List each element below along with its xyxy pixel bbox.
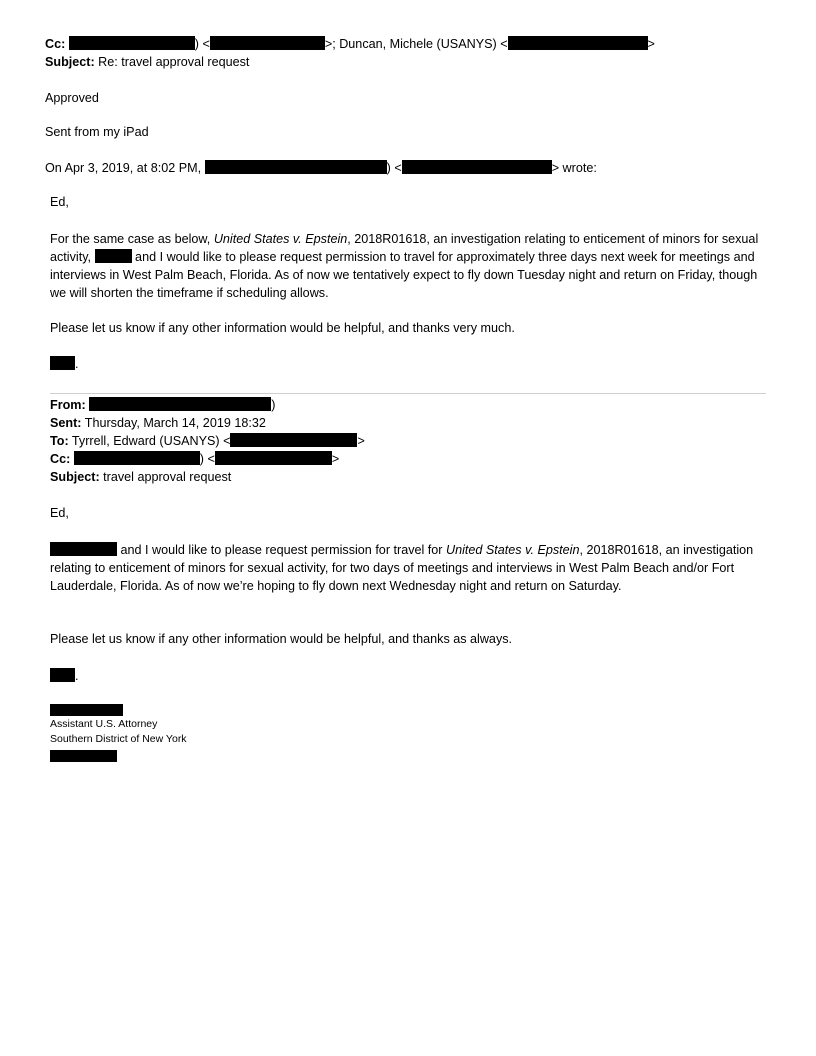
subject-label: Subject: [50,470,100,484]
redaction-bar [215,451,332,465]
signature-title: Assistant U.S. Attorney [50,718,158,730]
cc-recipient-duncan: >; Duncan, Michele (USANYS) < [324,37,508,51]
quoted-signoff: . [50,356,79,373]
orig-sent-line [50,415,266,432]
signature-contact-redaction [50,750,117,762]
attribution-mid: ) < [386,161,402,175]
orig-to-line: To: Tyrrell, Edward (USANYS) < > [50,434,365,448]
from-label: From: [50,398,86,412]
quoted-paragraph-1: For the same case as below, United States v. Epstein, 2018R01618, an investigation relating to enticement of minors for sexual activity, and I would like to please request permission to travel for approximately three days next week for meetings and interviews in West Palm Beach, Florida. As of now we tentatively expect to fly down Tuesday night and return on Friday, though we will shorten the timeframe if scheduling allows. [50,232,759,300]
subject-value: Re: travel approval request [94,55,250,69]
signature-office: Southern District of New York [50,733,187,745]
signature-name-redaction [50,704,123,716]
attribution-prefix: On Apr 3, 2019, at 8:02 PM, [45,161,205,175]
redaction-bar [50,356,75,370]
cc-end: > [647,37,655,51]
subject-value: travel approval request [99,470,232,484]
redaction-bar [205,160,387,174]
sent-value: Thursday, March 14, 2019 18:32 [81,416,266,430]
subject-label: Subject: [45,55,95,69]
redaction-bar [230,433,357,447]
redaction-bar [402,160,552,174]
approved-text: Approved [45,91,99,105]
quoted-greeting: Ed, [50,195,69,209]
sent-label: Sent: [50,416,82,430]
original-paragraph-1: and I would like to please request permission for travel for United States v. Epstein, 2018R01618, an investigation relating to enticement of minors for sexual activity, for two days of meetings and interviews in West Palm Beach and/or Fort Lauderdale, Florida. As of now we’re hoping to fly down next Wednesday night and return on Saturday. [50,543,754,593]
attribution-suffix: > wrote: [551,161,597,175]
original-greeting: Ed, [50,506,69,520]
cc-label: Cc: [50,452,71,466]
case-name: United States v. Epstein [213,232,348,246]
orig-from-line: From: ) [50,398,276,412]
redaction-bar [50,542,117,556]
quoted-paragraph-2: Please let us know if any other information would be helpful, and thanks very much. [50,321,515,335]
to-label: To: [50,434,69,448]
orig-cc-line: Cc: ) < > [50,452,340,466]
redaction-bar [74,451,200,465]
redaction-bar [508,36,648,50]
quote-attribution [45,160,597,177]
reply-cc-line [45,36,655,53]
redaction-bar [210,36,325,50]
redaction-bar [95,249,132,263]
original-signoff: . [50,668,79,685]
message-divider [50,393,766,394]
orig-subject-line [50,469,231,486]
redaction-bar [89,397,271,411]
original-paragraph-2: Please let us know if any other information would be helpful, and thanks as always. [50,632,513,646]
cc-label: Cc: [45,37,66,51]
case-name: United States v. Epstein [446,543,580,557]
redaction-bar [69,36,195,50]
reply-subject-line [45,54,249,71]
to-value: Tyrrell, Edward (USANYS) < [68,434,231,448]
cc-separator: ) < [194,37,210,51]
sent-from-text: Sent from my iPad [45,125,149,139]
redaction-bar [50,668,75,682]
